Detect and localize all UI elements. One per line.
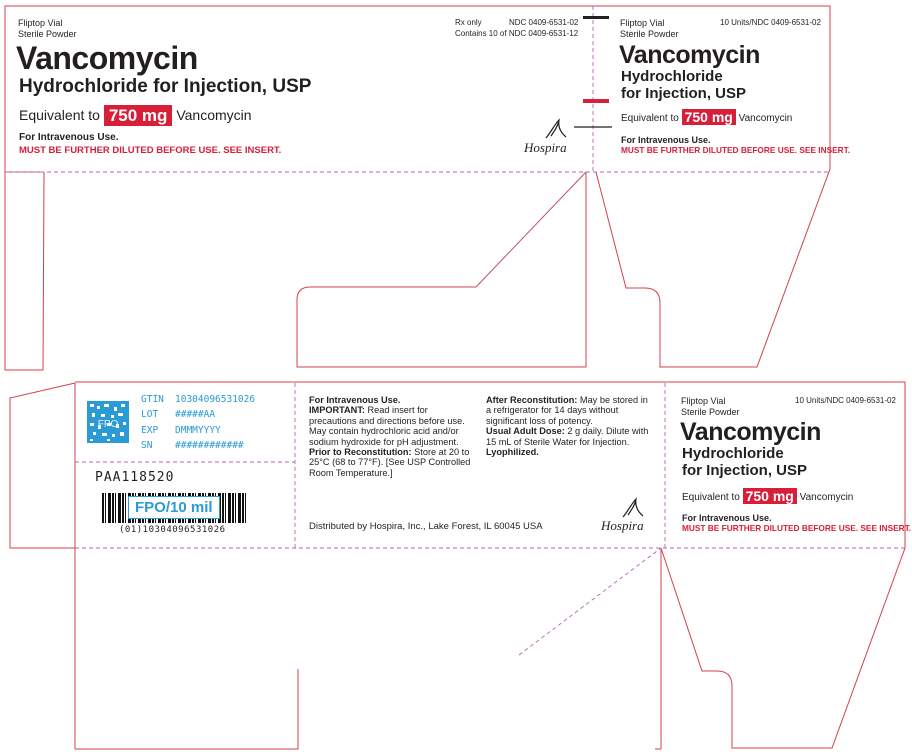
contains-text: Contains 10 of NDC 0409-6531-12 [455, 29, 579, 38]
sn-value: ############ [175, 440, 244, 451]
lot-value: #####AA [175, 409, 216, 420]
equiv-suffix: Vancomycin [799, 492, 854, 503]
prior-text: Store at 20 to 25°C (68 to 77°F). [See USP Controlled Room Temperature.] [309, 447, 471, 478]
form-text: Sterile Powder [18, 29, 77, 39]
gtin-label: GTIN [141, 394, 164, 405]
warning-text: MUST BE FURTHER DILUTED BEFORE USE. SEE INSERT. [19, 145, 282, 156]
exp-line [141, 426, 221, 436]
important-text: Read insert for precautions and directions before use. May contain hydrochloric acid and/or sodium hydroxide for pH adjustment. [309, 405, 465, 447]
strength-line [19, 105, 252, 126]
warning-text: MUST BE FURTHER DILUTED BEFORE USE. SEE INSERT. [682, 523, 912, 533]
code-panel [75, 383, 295, 548]
column-1 [309, 395, 477, 478]
front-panel [0, 0, 593, 172]
dose-text: 2 g daily. Dilute with 15 mL of Sterile Water for Injection. [486, 426, 649, 447]
after-label: After Reconstitution: [486, 395, 578, 405]
gtin-line [141, 395, 255, 405]
equiv-suffix: Vancomycin [176, 107, 252, 123]
top-flap-cut [297, 172, 586, 367]
product-subtitle: Hydrochloride for Injection, USP [19, 76, 312, 97]
datamatrix-icon [87, 401, 129, 443]
rx-only: Rx only [455, 18, 482, 27]
form-text: Sterile Powder [620, 29, 679, 39]
info-panel [295, 383, 665, 548]
lot-label: LOT [141, 409, 159, 420]
route-text: For Intravenous Use. [19, 132, 119, 143]
warning-text: MUST BE FURTHER DILUTED BEFORE USE. SEE INSERT. [621, 145, 851, 155]
vial-type: Fliptop Vial [18, 18, 63, 28]
column-2 [486, 395, 654, 457]
hospira-logo-icon [543, 118, 569, 140]
fpo-label: FPO/10 mil [128, 496, 220, 519]
product-code: PAA118520 [95, 470, 175, 485]
product-name: Vancomycin [619, 41, 760, 69]
vial-type: Fliptop Vial [681, 396, 726, 406]
hospira-wordmark: Hospira [524, 140, 567, 155]
units-ndc: 10 Units/NDC 0409-6531-02 [720, 18, 821, 27]
barcode-text: (01)10304096531026 [119, 525, 226, 535]
product-name: Vancomycin [680, 418, 821, 446]
hospira-logo-icon [620, 497, 646, 519]
sn-label: SN [141, 440, 153, 451]
svg-text:FPO: FPO [97, 419, 119, 430]
bottom-left-tab-cut [10, 383, 75, 548]
route-text: For Intravenous Use. [682, 513, 772, 523]
strength-badge: 750 mg [743, 488, 797, 504]
dose-label: Usual Adult Dose: [486, 426, 565, 437]
subtitle-line2: for Injection, USP [682, 462, 808, 479]
strength-line [682, 488, 853, 504]
vial-type: Fliptop Vial [620, 18, 665, 28]
form-text: Sterile Powder [681, 407, 740, 417]
product-name: Vancomycin [16, 40, 198, 76]
equiv-prefix: Equivalent to [19, 107, 100, 123]
exp-value: DMMMYYYY [175, 425, 221, 436]
equiv-prefix: Equivalent to [682, 492, 740, 503]
side-panel-top [593, 0, 851, 172]
strength-badge: 750 mg [104, 105, 173, 126]
ndc-single: NDC 0409-6531-02 [509, 18, 579, 27]
units-ndc: 10 Units/NDC 0409-6531-02 [795, 396, 896, 405]
lot-line [141, 410, 215, 420]
subtitle-line2: for Injection, USP [621, 85, 747, 102]
equiv-suffix: Vancomycin [738, 113, 793, 124]
sn-line [141, 441, 244, 451]
gtin-value: 10304096531026 [175, 394, 256, 405]
subtitle-line1: Hydrochloride [621, 68, 723, 85]
exp-label: EXP [141, 425, 159, 436]
route-text: For Intravenous Use. [309, 395, 401, 405]
prior-label: Prior to Reconstitution: [309, 447, 412, 458]
strength-line [621, 109, 792, 125]
distributed-by: Distributed by Hospira, Inc., Lake Forest, IL 60045 USA [309, 521, 543, 532]
hospira-wordmark: Hospira [601, 518, 644, 533]
route-text: For Intravenous Use. [621, 135, 711, 145]
strength-badge: 750 mg [682, 109, 736, 125]
subtitle-line1: Hydrochloride [682, 445, 784, 462]
lyophilized-text: Lyophilized. [486, 447, 539, 458]
after-text: May be stored in a refrigerator for 14 days without significant loss of potency. [486, 395, 648, 426]
equiv-prefix: Equivalent to [621, 113, 679, 124]
side-panel-bottom [665, 383, 912, 548]
important-label: IMPORTANT: [309, 405, 365, 416]
